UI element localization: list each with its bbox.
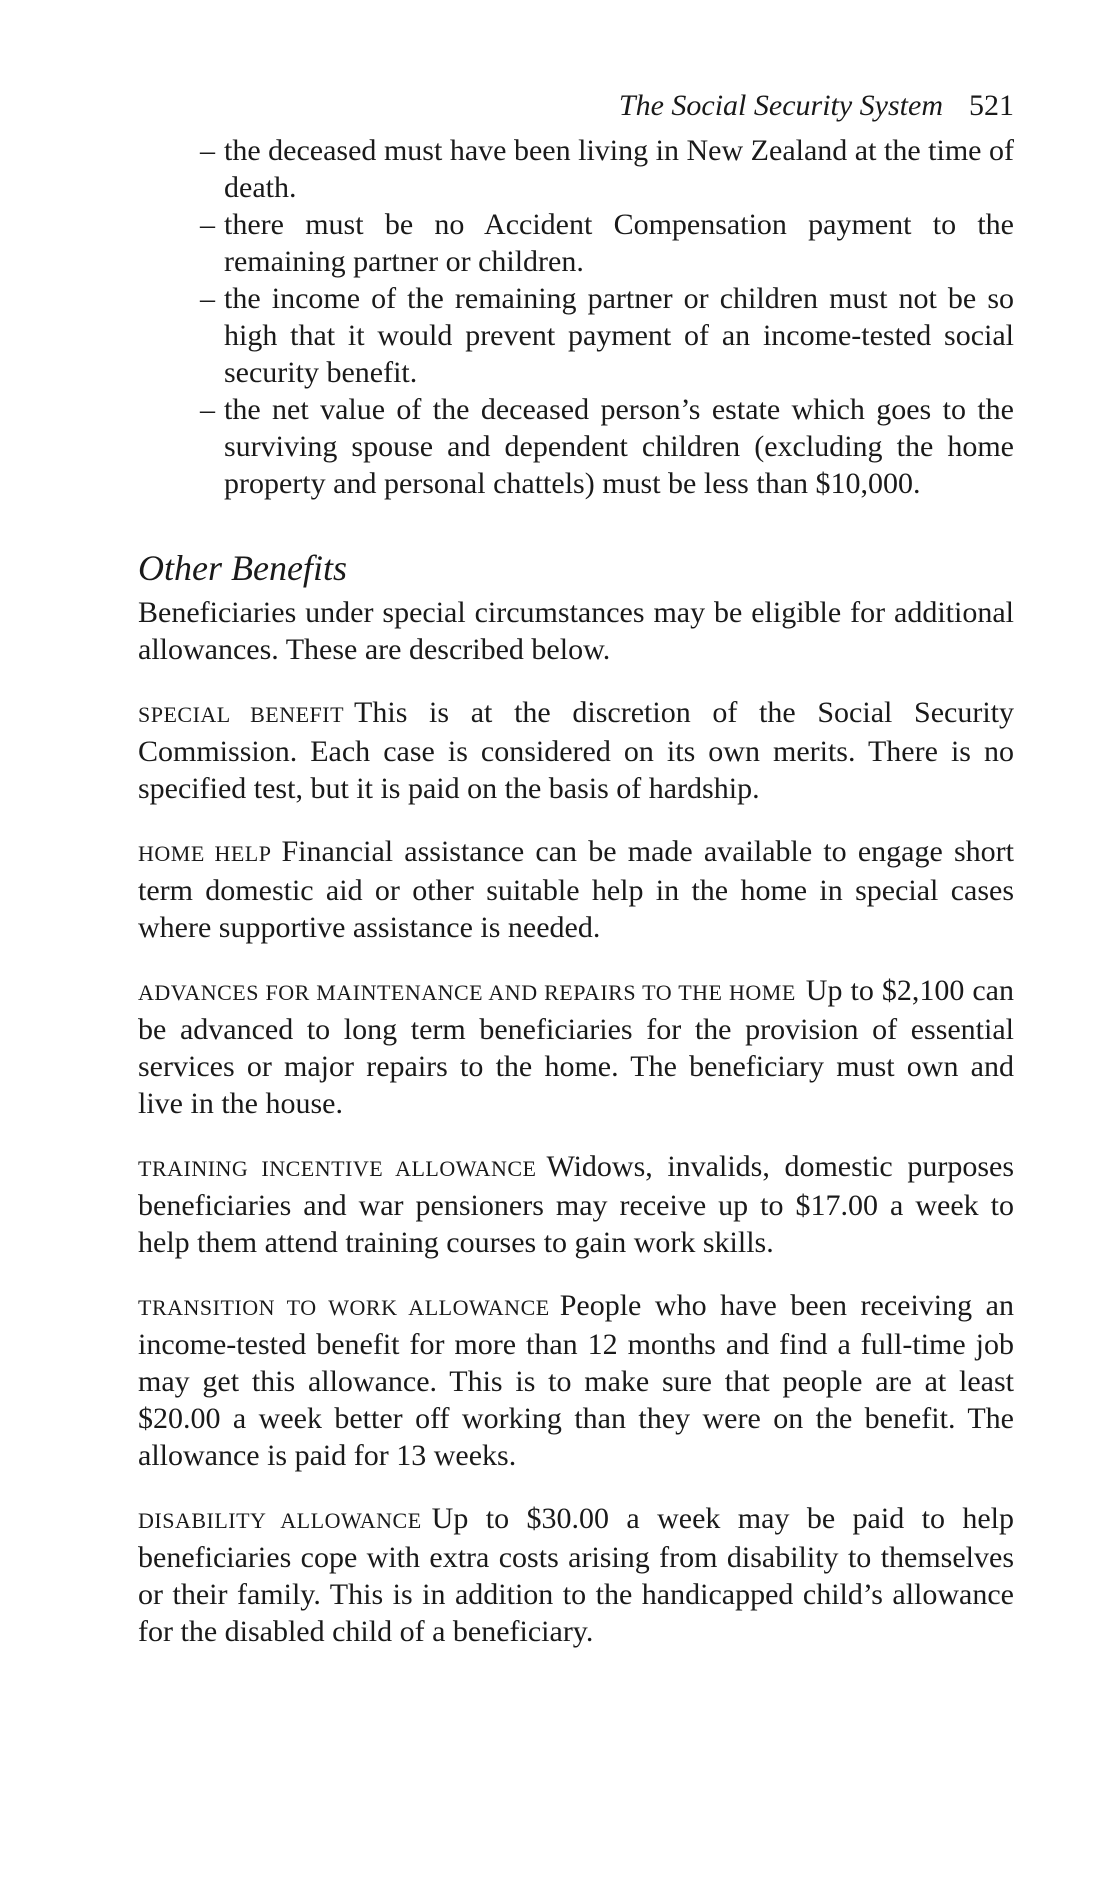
bullet-dash: – — [200, 393, 215, 426]
entry-text: Widows, invalids, domestic purposes beneficiaries and war pensioners may receive up to $17.00 a week to help them attend training courses to gain work skills. — [138, 1150, 1014, 1259]
condition-item — [138, 391, 1014, 502]
section-heading: Other Benefits — [138, 548, 347, 588]
entry-text: Financial assistance can be made available to engage short term domestic aid or other suitable help in the home in special cases where supportive assistance is needed. — [138, 835, 1014, 944]
entry-term: DISABILITY ALLOWANCE — [138, 1508, 422, 1533]
entry-text: Up to $2,100 can be advanced to long term beneficiaries for the provision of essential services or major repairs to the home. The beneficiary must own and live in the house. — [138, 974, 1014, 1120]
entry-special-benefit — [138, 694, 1014, 807]
entry-transition-to-work — [138, 1287, 1014, 1474]
entry-training-incentive — [138, 1148, 1014, 1261]
section-intro: Beneficiaries under special circumstances may be eligible for additional allowances. These are described below. — [138, 596, 1014, 666]
bullet-dash: – — [200, 208, 215, 241]
condition-list — [138, 132, 1014, 502]
entry-term: ADVANCES FOR MAINTENANCE AND REPAIRS TO THE HOME — [138, 980, 796, 1005]
condition-item — [138, 132, 1014, 206]
running-header — [138, 88, 1014, 124]
condition-item — [138, 206, 1014, 280]
entry-text: Up to $30.00 a week may be paid to help beneficiaries cope with extra costs arising from disability to themselves or their family. This is in addition to the handicapped child’s allowance for the disabled child of a beneficiary. — [138, 1502, 1014, 1648]
entry-term: TRAINING INCENTIVE ALLOWANCE — [138, 1156, 537, 1181]
condition-text: the income of the remaining partner or children must not be so high that it would prevent payment of an income-tested social security benefit. — [224, 282, 1014, 389]
running-header-title: The Social Security System — [618, 89, 943, 122]
bullet-dash: – — [200, 282, 215, 315]
condition-text: the deceased must have been living in New Zealand at the time of death. — [224, 134, 1014, 204]
entry-term: HOME HELP — [138, 841, 272, 866]
entry-disability-allowance — [138, 1500, 1014, 1650]
entry-text: This is at the discretion of the Social Security Commission. Each case is considered on its own merits. There is no specified test, but it is paid on the basis of hardship. — [138, 696, 1014, 805]
book-page — [138, 88, 1014, 1650]
entry-home-help — [138, 833, 1014, 946]
condition-text: the net value of the deceased person’s estate which goes to the surviving spouse and dependent children (excluding the home property and personal chattels) must be less than $10,000. — [224, 393, 1014, 500]
entry-term: SPECIAL BENEFIT — [138, 702, 345, 727]
bullet-dash: – — [200, 134, 215, 167]
condition-item — [138, 280, 1014, 391]
page-number: 521 — [969, 89, 1014, 122]
entry-text: People who have been receiving an income-tested benefit for more than 12 months and find a full-time job may get this allowance. This is to make sure that people are at least $20.00 a week better off working than they were on the benefit. The allowance is paid for 13 weeks. — [138, 1289, 1014, 1472]
entry-term: TRANSITION TO WORK ALLOWANCE — [138, 1295, 550, 1320]
condition-text: there must be no Accident Compensation payment to the remaining partner or children. — [224, 208, 1014, 278]
entry-advances — [138, 972, 1014, 1122]
